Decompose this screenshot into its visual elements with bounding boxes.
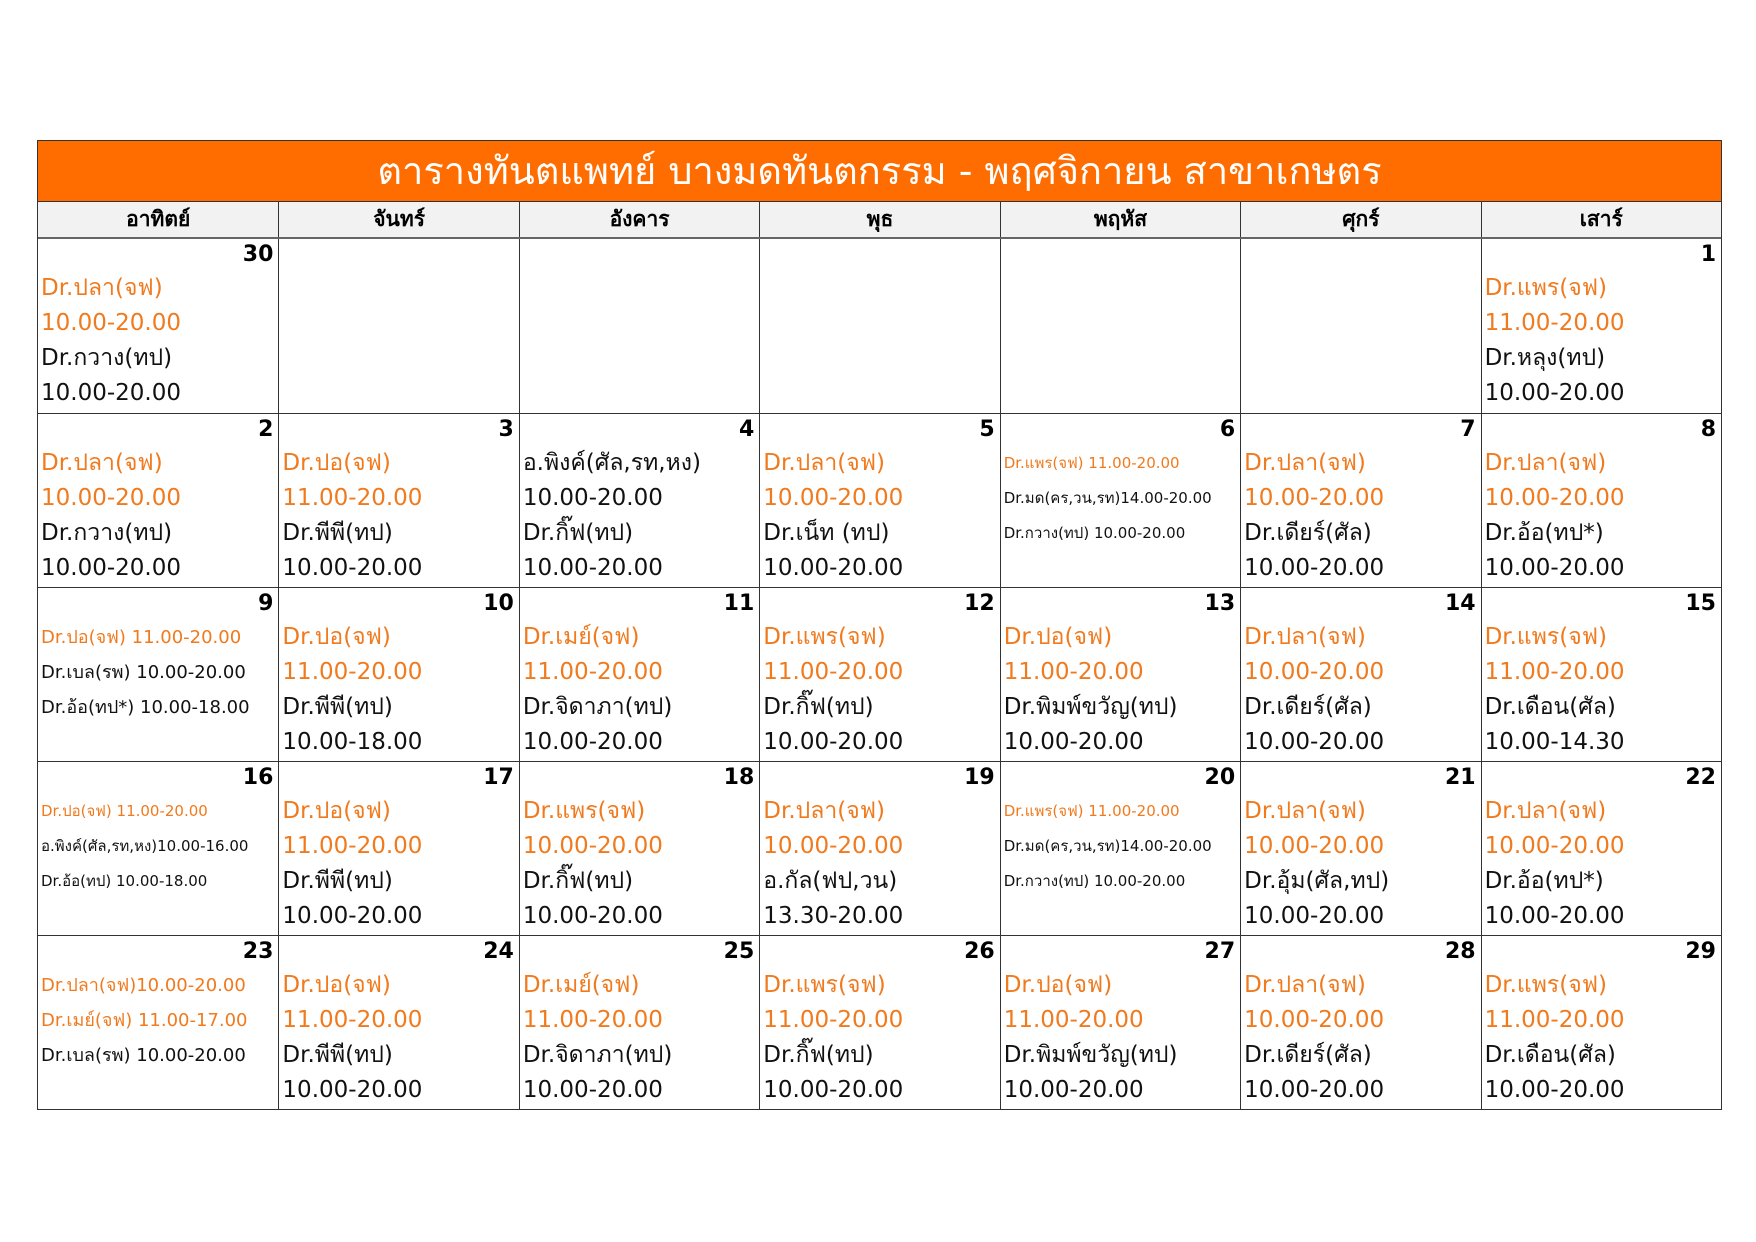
day-number: 21 — [1444, 765, 1476, 790]
dentist-entry: Dr.กิ๊ฟ(ทป) — [763, 1042, 874, 1068]
day-cell — [1240, 587, 1480, 761]
dentist-entry: Dr.ปลา(จฟ)10.00-20.00 — [41, 975, 246, 996]
dentist-entry: Dr.กิ๊ฟ(ทป) — [763, 694, 874, 720]
day-number: 3 — [498, 417, 514, 442]
weekday-header: อังคาร — [519, 202, 759, 237]
day-number: 17 — [483, 765, 514, 790]
day-cell — [759, 587, 999, 761]
weekday-header: พุธ — [759, 202, 999, 237]
day-cell — [1481, 587, 1721, 761]
day-number: 25 — [723, 939, 755, 964]
day-number: 28 — [1444, 939, 1476, 964]
dentist-entry: Dr.อ้อ(ทป*) — [1484, 520, 1604, 546]
shift-time: 10.00-20.00 — [1484, 485, 1625, 511]
dentist-entry: Dr.กวาง(ทป) — [41, 520, 173, 546]
shift-time: 10.00-20.00 — [41, 380, 181, 406]
day-number: 30 — [242, 242, 274, 267]
dentist-entry: Dr.แพร(จฟ) — [763, 972, 886, 998]
dentist-entry: Dr.ปลา(จฟ) — [1484, 450, 1607, 476]
day-cell — [38, 935, 278, 1109]
shift-time: 10.00-20.00 — [763, 555, 904, 581]
dentist-entry: Dr.พีพี(ทป) — [282, 868, 393, 894]
dentist-entry: Dr.มด(คร,วน,รท)14.00-20.00 — [1003, 489, 1212, 507]
day-number — [282, 239, 515, 271]
dentist-entry: Dr.มด(คร,วน,รท)14.00-20.00 — [1003, 837, 1212, 855]
day-cell — [519, 587, 759, 761]
day-number: 7 — [1460, 417, 1476, 442]
dentist-entry: Dr.เบล(รพ) 10.00-20.00 — [41, 662, 246, 683]
day-cell — [278, 587, 518, 761]
dentist-entry: Dr.ปอ(จฟ) — [282, 972, 391, 998]
day-number: 9 — [258, 591, 274, 616]
dentist-entry: Dr.แพร(จฟ) 11.00-20.00 — [1003, 454, 1180, 472]
day-cell — [1481, 935, 1721, 1109]
dentist-entry: Dr.ปลา(จฟ) — [1244, 450, 1366, 476]
dentist-entry: Dr.ปอ(จฟ) — [1003, 624, 1113, 650]
dentist-entry: Dr.จิดาภา(ทป) — [522, 694, 673, 720]
dentist-entry: Dr.กวาง(ทป) 10.00-20.00 — [1003, 524, 1186, 542]
shift-time: 11.00-20.00 — [1484, 310, 1625, 336]
dentist-entry: Dr.ปลา(จฟ) — [1484, 798, 1607, 824]
weekday-header: จันทร์ — [278, 202, 518, 237]
day-number: 13 — [1204, 591, 1236, 616]
dentist-entry: Dr.ปอ(จฟ) — [1003, 972, 1113, 998]
shift-time: 10.00-20.00 — [763, 1077, 904, 1103]
shift-time: 10.00-20.00 — [282, 555, 423, 581]
empty-day-cell — [278, 239, 518, 413]
dentist-entry: Dr.อ้อ(ทป*) — [1484, 868, 1604, 894]
day-cell — [759, 761, 999, 935]
day-number: 19 — [964, 765, 995, 790]
dentist-entry: Dr.ปอ(จฟ) 11.00-20.00 — [41, 802, 208, 820]
dentist-entry: Dr.ปลา(จฟ) — [1244, 972, 1366, 998]
shift-time: 11.00-20.00 — [282, 1007, 423, 1033]
dentist-entry: Dr.พิมพ์ขวัญ(ทป) — [1003, 694, 1178, 720]
day-cell — [1240, 413, 1480, 587]
day-number: 16 — [242, 765, 274, 790]
dentist-entry: Dr.อุ้ม(ศัล,ทป) — [1244, 868, 1390, 894]
dentist-entry: Dr.พิมพ์ขวัญ(ทป) — [1003, 1042, 1178, 1068]
dentist-entry: Dr.ปอ(จฟ) — [282, 450, 391, 476]
weekday-header-row — [38, 202, 1721, 239]
dentist-entry: อ.กัล(ฟป,วน) — [763, 868, 898, 894]
shift-time: 10.00-20.00 — [41, 555, 181, 581]
shift-time: 11.00-20.00 — [282, 659, 423, 685]
shift-time: 10.00-20.00 — [41, 310, 181, 336]
day-cell — [38, 239, 278, 413]
dentist-entry: Dr.แพร(จฟ) — [763, 624, 886, 650]
day-cell — [759, 935, 999, 1109]
shift-time: 10.00-20.00 — [1484, 555, 1625, 581]
day-number: 22 — [1685, 765, 1716, 790]
day-cell — [278, 761, 518, 935]
dentist-entry: Dr.กวาง(ทป) — [41, 345, 173, 371]
day-number: 20 — [1204, 765, 1236, 790]
day-number — [763, 239, 996, 271]
empty-day-cell — [1000, 239, 1240, 413]
weekday-header: เสาร์ — [1481, 202, 1721, 237]
day-number: 5 — [979, 417, 995, 442]
shift-time: 10.00-20.00 — [763, 833, 904, 859]
day-cell — [1240, 761, 1480, 935]
day-cell — [1000, 413, 1240, 587]
shift-time: 10.00-20.00 — [1244, 659, 1385, 685]
day-number: 2 — [258, 417, 274, 442]
day-cell — [1481, 413, 1721, 587]
dentist-entry: Dr.เบล(รพ) 10.00-20.00 — [41, 1045, 246, 1066]
dentist-entry: Dr.จิดาภา(ทป) — [522, 1042, 673, 1068]
dentist-entry: Dr.เดียร์(ศัล) — [1244, 694, 1372, 720]
dentist-entry: Dr.กวาง(ทป) 10.00-20.00 — [1003, 872, 1186, 890]
shift-time: 10.00-20.00 — [1244, 1007, 1385, 1033]
shift-time: 10.00-20.00 — [282, 903, 423, 929]
day-number: 23 — [242, 939, 274, 964]
dentist-entry: อ.พิงค์(ศัล,รท,หง) — [522, 450, 701, 476]
shift-time: 11.00-20.00 — [282, 833, 423, 859]
shift-time: 11.00-20.00 — [763, 659, 904, 685]
day-number: 12 — [964, 591, 995, 616]
day-cell — [38, 761, 278, 935]
day-number: 29 — [1685, 939, 1716, 964]
weekday-header: ศุกร์ — [1240, 202, 1480, 237]
dentist-entry: Dr.เมย์(จฟ) 11.00-17.00 — [41, 1010, 248, 1031]
dentist-entry: Dr.ปอ(จฟ) — [282, 624, 391, 650]
shift-time: 10.00-20.00 — [522, 555, 663, 581]
dentist-entry: Dr.เน็ท (ทป) — [763, 520, 890, 546]
day-number: 24 — [483, 939, 514, 964]
dentist-entry: Dr.อ้อ(ทป) 10.00-18.00 — [41, 872, 208, 890]
shift-time: 10.00-20.00 — [1244, 729, 1385, 755]
day-cell — [278, 935, 518, 1109]
dentist-entry: Dr.ปอ(จฟ) — [282, 798, 391, 824]
calendar-grid — [38, 239, 1721, 1109]
day-number: 15 — [1685, 591, 1716, 616]
shift-time: 10.00-20.00 — [522, 833, 663, 859]
dentist-entry: Dr.แพร(จฟ) — [1484, 972, 1607, 998]
day-number: 27 — [1204, 939, 1236, 964]
shift-time: 10.00-20.00 — [522, 729, 663, 755]
day-cell — [1000, 761, 1240, 935]
day-cell — [1481, 761, 1721, 935]
shift-time: 10.00-20.00 — [1244, 485, 1385, 511]
shift-time: 11.00-20.00 — [1003, 659, 1144, 685]
day-cell — [38, 413, 278, 587]
shift-time: 10.00-20.00 — [1484, 1077, 1625, 1103]
dentist-entry: Dr.พีพี(ทป) — [282, 520, 393, 546]
dentist-entry: Dr.เดียร์(ศัล) — [1244, 520, 1372, 546]
day-cell — [519, 761, 759, 935]
shift-time: 10.00-20.00 — [1244, 903, 1385, 929]
dentist-entry: Dr.ปลา(จฟ) — [41, 450, 163, 476]
day-number: 6 — [1219, 417, 1236, 442]
dentist-entry: Dr.เดือน(ศัล) — [1484, 1042, 1616, 1068]
dentist-entry: Dr.แพร(จฟ) — [1484, 624, 1607, 650]
dentist-entry: Dr.กิ๊ฟ(ทป) — [522, 868, 634, 894]
shift-time: 13.30-20.00 — [763, 903, 904, 929]
shift-time: 11.00-20.00 — [763, 1007, 904, 1033]
dentist-entry: Dr.หลุง(ทป) — [1484, 345, 1606, 371]
day-cell — [1481, 239, 1721, 413]
dentist-entry: Dr.ปลา(จฟ) — [1244, 798, 1366, 824]
dentist-entry: Dr.แพร(จฟ) — [1484, 275, 1607, 301]
empty-day-cell — [1240, 239, 1480, 413]
day-number: 10 — [483, 591, 514, 616]
day-cell — [519, 413, 759, 587]
dentist-entry: อ.พิงค์(ศัล,รท,หง)10.00-16.00 — [41, 837, 249, 855]
day-number — [523, 239, 756, 271]
shift-time: 11.00-20.00 — [282, 485, 423, 511]
shift-time: 11.00-20.00 — [522, 659, 663, 685]
shift-time: 10.00-20.00 — [522, 485, 663, 511]
shift-time: 10.00-20.00 — [1244, 833, 1385, 859]
shift-time: 10.00-20.00 — [1244, 555, 1385, 581]
dentist-entry: Dr.ปลา(จฟ) — [1244, 624, 1366, 650]
dentist-entry: Dr.ปอ(จฟ) 11.00-20.00 — [41, 627, 242, 648]
day-number: 8 — [1700, 417, 1716, 442]
shift-time: 10.00-20.00 — [763, 485, 904, 511]
dentist-entry: Dr.เมย์(จฟ) — [522, 972, 640, 998]
dentist-entry: Dr.พีพี(ทป) — [282, 694, 393, 720]
dentist-entry: Dr.เมย์(จฟ) — [522, 624, 640, 650]
day-cell — [759, 413, 999, 587]
dentist-entry: Dr.ปลา(จฟ) — [763, 798, 885, 824]
dentist-entry: Dr.แพร(จฟ) — [522, 798, 646, 824]
dentist-entry: Dr.พีพี(ทป) — [282, 1042, 393, 1068]
shift-time: 10.00-20.00 — [1003, 729, 1144, 755]
shift-time: 11.00-20.00 — [1484, 659, 1625, 685]
day-number: 4 — [738, 417, 755, 442]
dentist-entry: Dr.กิ๊ฟ(ทป) — [522, 520, 634, 546]
day-cell — [1240, 935, 1480, 1109]
dentist-entry: Dr.ปลา(จฟ) — [41, 275, 163, 301]
day-cell — [519, 935, 759, 1109]
day-cell — [1000, 935, 1240, 1109]
weekday-header: อาทิตย์ — [126, 207, 191, 231]
shift-time: 10.00-20.00 — [41, 485, 181, 511]
shift-time: 11.00-20.00 — [1003, 1007, 1144, 1033]
shift-time: 10.00-18.00 — [282, 729, 423, 755]
empty-day-cell — [759, 239, 999, 413]
day-number: 14 — [1444, 591, 1476, 616]
day-number — [1244, 239, 1477, 271]
shift-time: 10.00-20.00 — [1484, 903, 1625, 929]
day-number: 11 — [723, 591, 755, 616]
day-number: 18 — [723, 765, 755, 790]
day-cell — [1000, 587, 1240, 761]
shift-time: 10.00-20.00 — [1244, 1077, 1385, 1103]
shift-time: 10.00-20.00 — [522, 903, 663, 929]
shift-time: 10.00-20.00 — [1003, 1077, 1144, 1103]
day-number: 26 — [964, 939, 995, 964]
shift-time: 10.00-14.30 — [1484, 729, 1625, 755]
shift-time: 11.00-20.00 — [522, 1007, 663, 1033]
shift-time: 10.00-20.00 — [522, 1077, 663, 1103]
shift-time: 10.00-20.00 — [1484, 380, 1625, 406]
day-cell — [278, 413, 518, 587]
day-number: 1 — [1700, 242, 1716, 267]
dentist-entry: Dr.เดียร์(ศัล) — [1244, 1042, 1372, 1068]
dentist-entry: Dr.ปลา(จฟ) — [763, 450, 885, 476]
weekday-header: พฤหัส — [1000, 202, 1240, 237]
dentist-entry: Dr.เดือน(ศัล) — [1484, 694, 1616, 720]
shift-time: 11.00-20.00 — [1484, 1007, 1625, 1033]
shift-time: 10.00-20.00 — [763, 729, 904, 755]
day-cell — [38, 587, 278, 761]
day-number — [1004, 239, 1237, 271]
shift-time: 10.00-20.00 — [1484, 833, 1625, 859]
dentist-entry: Dr.อ้อ(ทป*) 10.00-18.00 — [41, 697, 250, 718]
calendar-title: ตารางทันตแพทย์ บางมดทันตกรรม - พฤศจิกายน สาขาเกษตร — [38, 141, 1721, 202]
shift-time: 10.00-20.00 — [282, 1077, 423, 1103]
empty-day-cell — [519, 239, 759, 413]
schedule-calendar — [37, 140, 1722, 1110]
dentist-entry: Dr.แพร(จฟ) 11.00-20.00 — [1003, 802, 1180, 820]
